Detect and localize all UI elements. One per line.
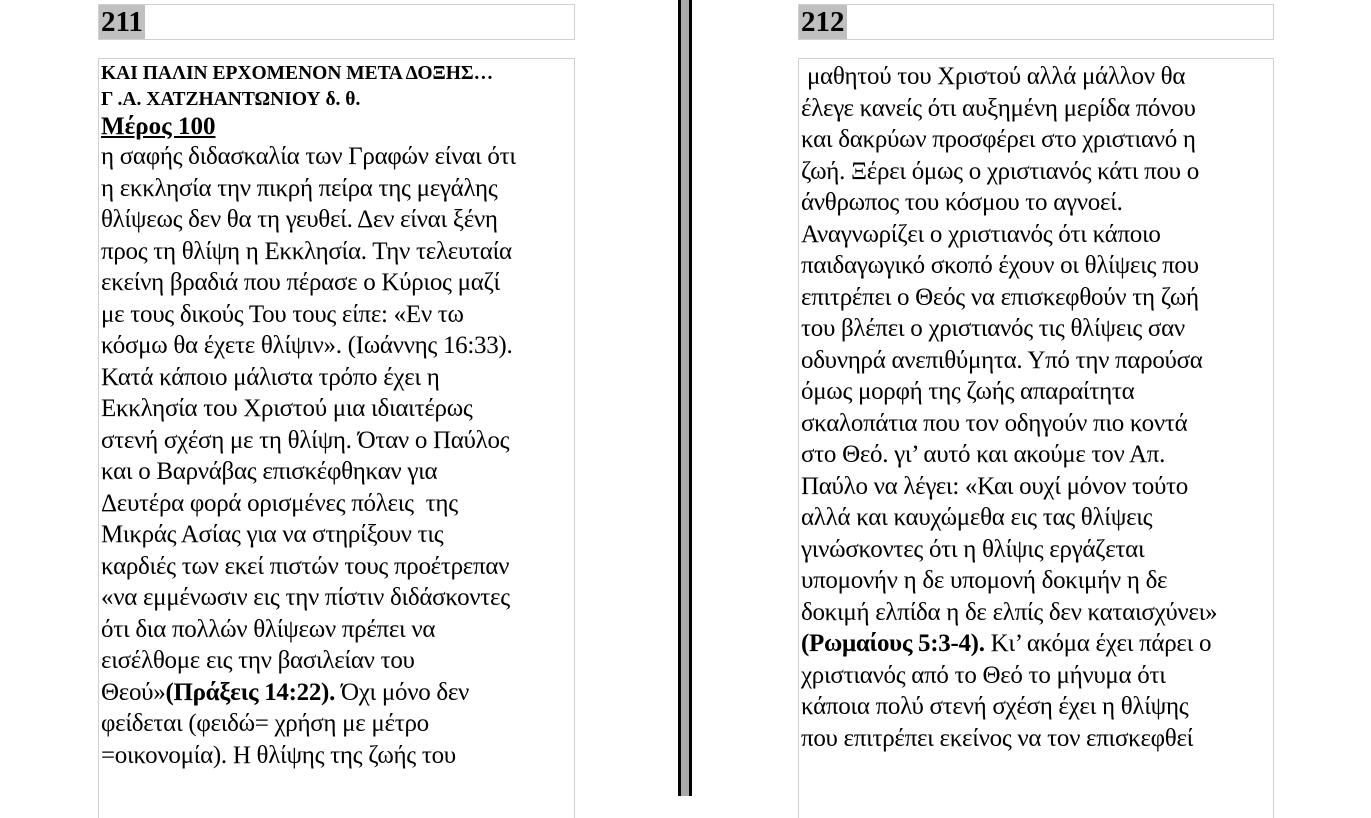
- text-line: και ο Βαρνάβας επισκέφθηκαν για: [101, 458, 438, 485]
- text-line: εισέλθομε εις την βασιλείαν του: [101, 647, 415, 674]
- scripture-reference: (Πράξεις 14:22).: [165, 678, 336, 706]
- text-line: και δακρύων προσφέρει στο χριστιανό η: [801, 126, 1196, 153]
- text-line: σκαλοπάτια που τον οδηγούν πιο κοντά: [801, 409, 1188, 437]
- text-line: με τους δικούς Του τους είπε: «Εν τω: [101, 300, 464, 328]
- part-title: Μέρος 100: [101, 113, 216, 140]
- text-line: προς τη θλίψη η Εκκλησία. Την τελευταία: [101, 237, 512, 265]
- page-212: [692, 0, 1371, 796]
- author-line: Γ .Α. ΧΑΤΖΗΑΝΤΩΝΙΟΥ δ. θ.: [101, 89, 361, 110]
- page-number-frame: [98, 4, 575, 40]
- text-line: [801, 628, 1273, 660]
- page-number: 212: [801, 6, 845, 38]
- text-line: κάποια πολύ στενή σχέση έχει η θλίψης: [801, 693, 1189, 720]
- text-line: Εκκλησία του Χριστού μια ιδιαιτέρως: [101, 395, 473, 422]
- scripture-reference: (Ρωμαίους 5:3-4).: [801, 630, 985, 657]
- page-spine-divider: [678, 0, 692, 796]
- page-text-frame: [798, 58, 1274, 818]
- text-line: =οικονομία). Η θλίψης της ζωής του: [101, 741, 456, 769]
- page-number-frame: [798, 4, 1274, 40]
- text-span: Θεού»: [101, 678, 166, 706]
- text-line: Κατά κάποιο μάλιστα τρόπο έχει η: [101, 363, 440, 391]
- page-text-frame: [98, 58, 575, 818]
- body-text: [101, 141, 574, 771]
- text-line: Μικράς Ασίας για να στηρίξουν τις: [101, 521, 444, 548]
- text-line: ότι δια πολλών θλίψεων πρέπει να: [101, 615, 436, 643]
- text-span: Όχι μόνο δεν: [335, 678, 470, 706]
- text-line: Αναγνωρίζει ο χριστιανός ότι κάποιο: [801, 220, 1161, 248]
- text-line: κόσμω θα έχετε θλίψιν». (Ιωάννης 16:33).: [101, 332, 513, 359]
- text-line: φείδεται (φειδώ= χρήση με μέτρο: [101, 710, 429, 737]
- text-line: καρδιές των εκεί πιστών τους προέτρεπαν: [101, 552, 510, 580]
- text-line: εκείνη βραδιά που πέρασε ο Κύριος μαζί: [101, 269, 500, 296]
- body-text: [801, 61, 1273, 754]
- text-line: Παύλο να λέγει: «Και ουχί μόνον τούτο: [801, 472, 1188, 500]
- text-line: «να εμμένωσιν εις την πίστιν διδάσκοντες: [101, 584, 510, 611]
- page-211: [0, 0, 678, 796]
- text-line: Δευτέρα φορά ορισμένες πόλεις της: [101, 489, 458, 517]
- book-title: ΚΑΙ ΠΑΛΙΝ ΕΡΧΟΜΕΝΟΝ ΜΕΤΑ ΔΟΞΗΣ…: [101, 63, 494, 84]
- text-line: στο Θεό. γι’ αυτό και ακούμε τον Απ.: [801, 441, 1166, 468]
- text-line: έλεγε κανείς ότι αυξημένη μερίδα πόνου: [801, 94, 1196, 122]
- text-line: η σαφής διδασκαλία των Γραφών είναι ότι: [101, 143, 516, 170]
- text-line: δοκιμή ελπίδα η δε ελπίς δεν καταισχύνει»: [801, 598, 1218, 626]
- text-line: παιδαγωγικό σκοπό έχουν οι θλίψεις που: [801, 252, 1199, 279]
- text-line: χριστιανός από το Θεό το μήνυμα ότι: [801, 661, 1166, 689]
- text-line: άνθρωπος του κόσμου το αγνοεί.: [801, 189, 1123, 216]
- text-line: γινώσκοντες ότι η θλίψις εργάζεται: [801, 535, 1145, 563]
- text-line: που επιτρέπει εκείνος να τον επισκεφθεί: [801, 724, 1194, 752]
- page-number: 211: [101, 6, 143, 38]
- text-line: ζωή. Ξέρει όμως ο χριστιανός κάτι που ο: [801, 157, 1199, 185]
- text-line: του βλέπει ο χριστιανός τις θλίψεις σαν: [801, 315, 1185, 342]
- text-line: οδυνηρά ανεπιθύμητα. Υπό την παρούσα: [801, 346, 1203, 374]
- text-line: μαθητού του Χριστού αλλά μάλλον θα: [801, 63, 1186, 90]
- text-span: Κι’ ακόμα έχει πάρει ο: [984, 630, 1212, 657]
- text-line: θλίψεως δεν θα τη γευθεί. Δεν είναι ξένη: [101, 206, 498, 233]
- text-line: επιτρέπει ο Θεός να επισκεφθούν τη ζωή: [801, 283, 1199, 311]
- text-line: αλλά και καυχώμεθα εις τας θλίψεις: [801, 504, 1153, 531]
- text-line: [101, 677, 574, 709]
- text-line: η εκκλησία την πικρή πείρα της μεγάλης: [101, 174, 498, 202]
- text-line: υπομονήν η δε υπομονή δοκιμήν η δε: [801, 567, 1168, 594]
- text-line: στενή σχέση με τη θλίψη. Όταν ο Παύλος: [101, 426, 510, 454]
- text-line: όμως μορφή της ζωής απαραίτητα: [801, 378, 1135, 405]
